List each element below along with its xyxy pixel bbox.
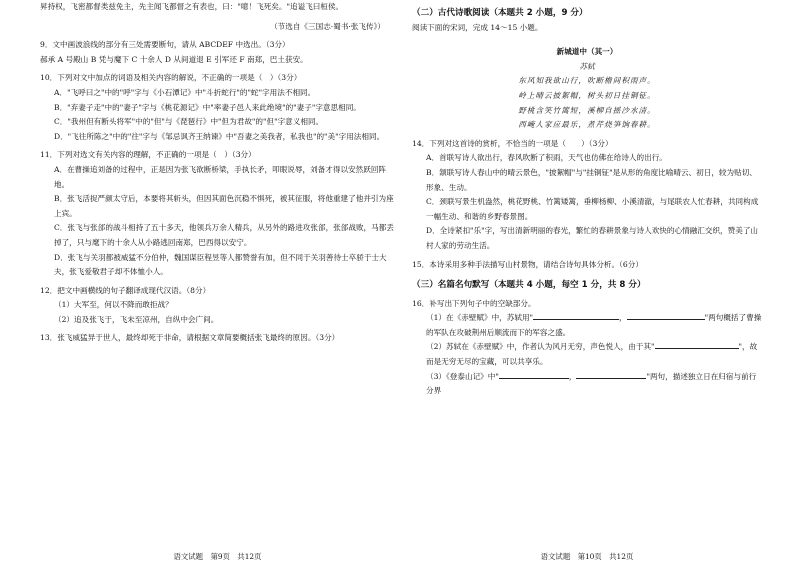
question-16-item-2 (412, 340, 762, 369)
question-11-option-a: A．在曹操追刘备的过程中，正是因为张飞欲断桥梁，手执长矛，叩眼说辱，刘备才得以安然跃回阵地。 (54, 164, 387, 189)
question-14-option-c: C．颈联写景生机盎然，桃花野桃、竹篱矮篱，垂柳杨柳、小溪清澈，与尾联农人忙春耕，共同构成一幅生动、和谐的乡野春景图。 (426, 197, 759, 221)
question-14-option-b: B．颔联写诗人春山中的晴云景色，"披絮帽"与"挂铜钲"是从形的角度比喻晴云、初日，较为贴切、形象、生动。 (426, 167, 757, 192)
right-page (412, 0, 762, 565)
question-10-option-b: B．"弃妻子走"中的"妻子"字与《桃花源记》中"率妻子邑人来此绝境"的"妻子"字意思相同。 (54, 102, 361, 112)
question-11-option-b: B．张飞活捉严颜太守后，本要将其斩头，但因其面色沉稳不惧死，被其征服，将他重建了他并引为座上宾。 (54, 194, 394, 218)
q16-2-text-a: （2）苏轼在《赤壁赋》中，作者认为风月无穷，声色悦人，由于其" (426, 342, 655, 352)
left-page (40, 0, 395, 565)
q16-3-text-b: ， (568, 371, 577, 381)
answer-blank[interactable] (576, 370, 646, 379)
q16-1-text-b: ， (619, 313, 627, 323)
question-11-option-d: D．张飞与关羽都被威猛不分伯仲，魏国谋臣程昱等人都赞誉有加，但不同于关羽善待士卒骄于士大夫，张飞爱敬君子却不体恤小人。 (54, 252, 387, 277)
question-14-stem: 14．下列对这首诗的赏析，不恰当的一项是（ ）（3分） (412, 138, 613, 148)
poem-title: 新城道中（其一） (556, 47, 618, 57)
poem-author: 苏轼 (579, 61, 595, 71)
question-16-stem: 16．补写出下列句子中的空缺部分。 (412, 298, 536, 308)
quote-tail: 昇持权，飞密都督类兹免主，先主闻飞都督之有表也，曰："噫！飞死矣。"追谥飞曰桓侯。 (40, 2, 344, 11)
question-16-item-3 (412, 370, 762, 399)
question-16-item-1 (412, 311, 762, 340)
question-9-body: 郝承 A 号殿山 B 凭与魔下 C 十余人 D 从间道退 E 引军还 F 南郑，巴土获安。 (40, 54, 308, 64)
question-12-stem: 12．把文中画横线的句子翻译成现代汉语。（8分） (40, 285, 211, 295)
question-12-sentence-2: （2）追及张飞于，飞未至凉州，自纵中会广间。 (54, 314, 219, 324)
answer-blank[interactable] (533, 311, 619, 320)
q16-3-text-c: "两句，描述独立日在归宿与前行分界 (426, 371, 757, 396)
question-14-option-a: A．首联写诗人欲出行，春风吹断了积雨，天气也仿佛在给诗人的出行。 (426, 153, 667, 163)
question-10-option-d: D．"飞往所陈之"中的"往"字与《邹忌讽齐王纳谏》中"吾妻之美我者，私我也"的"美"字用法相同。 (54, 131, 385, 141)
q16-3-text-a: （3）《登泰山记》中" (426, 371, 499, 381)
poem-line: 东风知我欲山行，吹断檐间积雨声。 (518, 76, 656, 86)
section-2-heading: （二）古代诗歌阅读（本题共 2 小题，9 分） (412, 8, 588, 18)
poem-line: 野桃含笑竹篱短，溪柳自摇沙水清。 (518, 105, 656, 115)
question-12-sentence-1: （1）大军至，何以不降而敢拒战？ (54, 300, 173, 310)
q16-1-text-c: "两句概括了曹操的军队在攻破荆州后顺流而下的军容之盛。 (426, 313, 762, 337)
question-15-stem: 15．本诗采用多种手法描写山村景物，请结合诗句具体分析。（6分） (412, 259, 643, 269)
q16-1-text-a: （1）在《赤壁赋》中，苏轼用" (426, 313, 534, 323)
source-citation: （节选自《三国志·蜀书·张飞传》） (270, 21, 385, 31)
question-9-stem: 9．文中画波浪线的部分有三处需要断句，请从 ABCDEF 中选出。（3分） (40, 40, 290, 50)
question-14-option-d: D．全诗紧扣"乐"字，写出清新明丽的春光，繁忙的春耕景象与诗人欢快的心情融汇交织，赞美了山村人家的劳动生活。 (426, 226, 759, 250)
answer-blank[interactable] (655, 340, 739, 349)
answer-blank[interactable] (499, 370, 569, 379)
question-11-option-c: C．张飞与张郃的战斗相持了五十多天，他领兵万余人精兵，从另外的路进攻张郃，张郃战败，马都丢掉了，只与麾下的十余人从小路逃回南郑，巴西得以安宁。 (54, 223, 394, 247)
section-3-heading: （三）名篇名句默写（本题共 4 小题，每空 1 分，共 8 分） (412, 280, 646, 291)
page-footer: 语文试题 第9页 共12页 (173, 552, 262, 562)
question-10-option-a: A．"飞呼曰之"中的"呼"字与《小石潭记》中"斗折蛇行"的"蛇"字用法不相同。 (54, 87, 316, 97)
question-11-stem: 11．下列对选文有关内容的理解，不正确的一项是（ ）（3分） (40, 150, 256, 160)
q16-2-text-b: "，故而是无穷无尽的宝藏，可以共享乐。 (426, 342, 758, 367)
question-10-option-c: C．"我州但有断头将军"中的"但"与《琵琶行》中"但为君故"的"但"字意义相同。 (54, 117, 324, 127)
question-13-stem: 13．张飞威猛异于世人，最终却死于非命，请根据文章简要概括张飞最终的原因。（3分） (40, 333, 340, 343)
poem-line: 西崦人家应最乐，煮芹烧笋饷春耕。 (518, 120, 656, 130)
poem-line: 岭上晴云披絮帽，树头初日挂铜钲。 (518, 90, 656, 100)
reading-instruction: 阅读下面的宋词，完成 14～15 小题。 (412, 22, 543, 32)
question-10-stem: 10．下列对文中加点的词语及相关内容的解说，不正确的一项是（ ）（3分） (40, 73, 302, 83)
answer-blank[interactable] (627, 311, 705, 320)
page-footer: 语文试题 第10页 共12页 (540, 552, 634, 562)
